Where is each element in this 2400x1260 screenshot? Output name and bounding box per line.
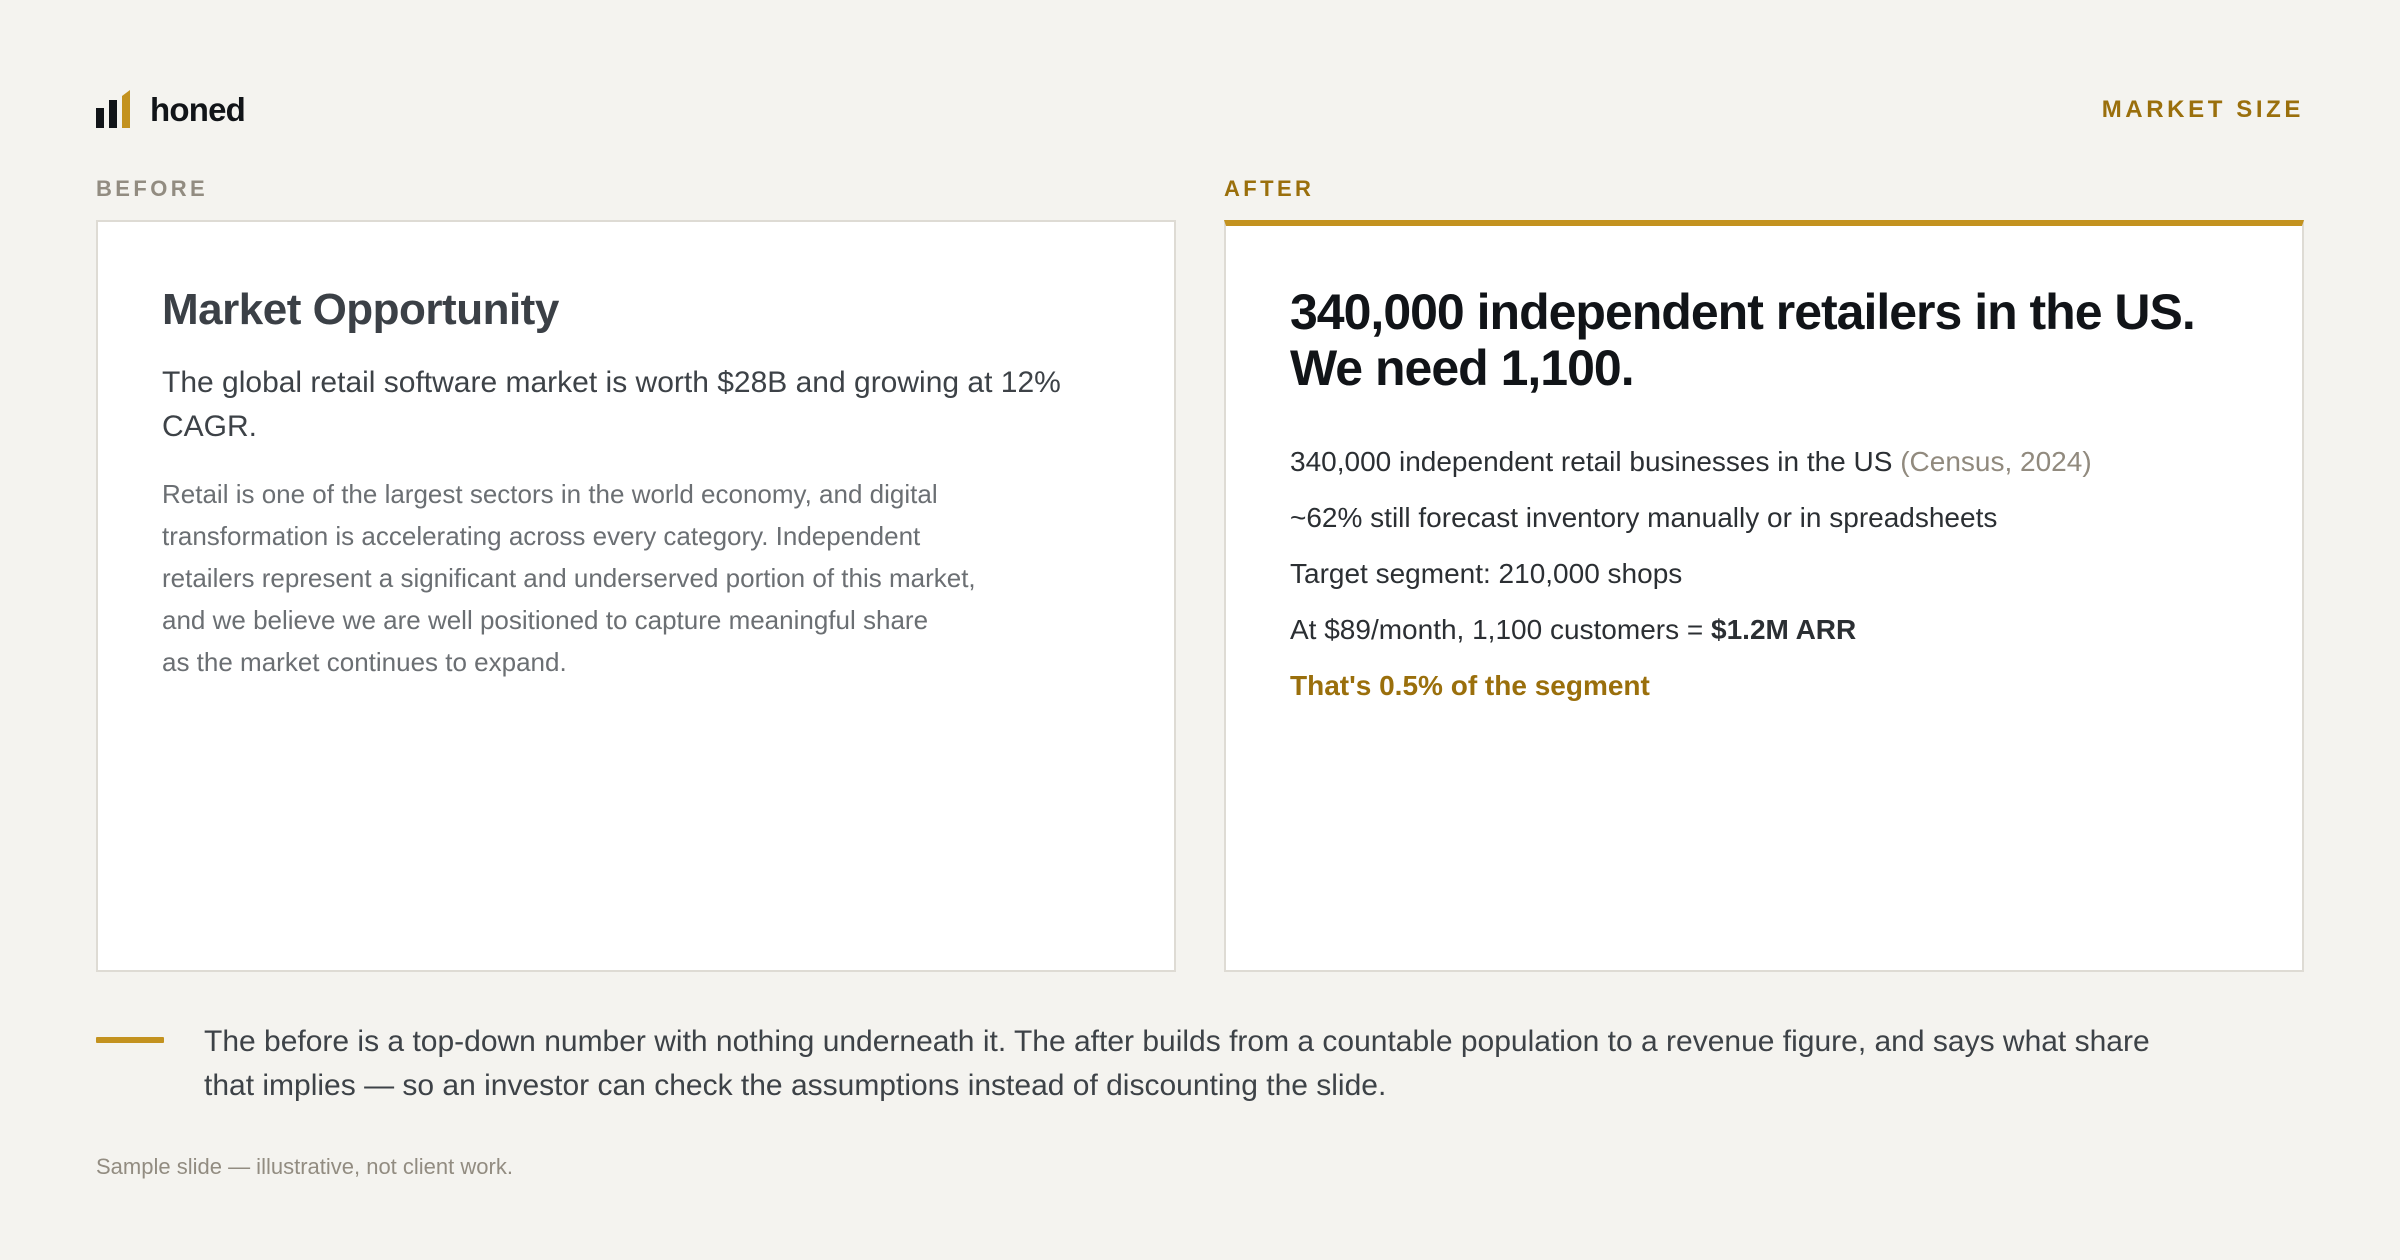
bar-chart-logo-icon [96, 90, 130, 130]
after-line-population [1290, 434, 2250, 490]
commentary-note [204, 1020, 2304, 1108]
header [96, 88, 2304, 132]
note-line: The before is a top-down number with nothing underneath it. The after builds from a countable population to a revenue figure, and says what share [204, 1025, 2150, 1058]
section-label: MARKET SIZE [2101, 96, 2304, 123]
after-line-share: That's 0.5% of the segment [1290, 670, 1650, 701]
revenue-text: At $89/month, 1,100 customers = [1290, 614, 1712, 645]
revenue-arr: $1.2M ARR [1711, 614, 1857, 645]
after-title [1290, 284, 2250, 396]
before-body-line: as the market continues to expand. [162, 646, 567, 677]
after-line-segment: Target segment: 210,000 shops [1290, 558, 1683, 589]
after-line-manual: ~62% still forecast inventory manually or in spreadsheets [1290, 502, 1998, 533]
before-body [162, 473, 1122, 683]
population-source: (Census, 2024) [1900, 446, 2092, 477]
brand-name: honed [150, 91, 245, 128]
after-title-line: 340,000 independent retailers in the US. [1290, 284, 2195, 340]
before-label: BEFORE [96, 176, 209, 201]
after-line-revenue [1290, 602, 2250, 658]
brand [96, 90, 245, 130]
before-panel [96, 220, 1176, 972]
after-list [1290, 434, 2250, 714]
before-body-line: retailers represent a significant and underserved portion of this market, [162, 562, 976, 593]
after-label: AFTER [1224, 176, 1315, 201]
footer-disclaimer: Sample slide — illustrative, not client work. [96, 1154, 513, 1179]
note-line: that implies — so an investor can check the assumptions instead of discounting the slide. [204, 1069, 1387, 1102]
after-title-line: We need 1,100. [1290, 340, 1634, 396]
population-text: 340,000 independent retail businesses in the US [1290, 446, 1893, 477]
before-body-line: and we believe we are well positioned to capture meaningful share [162, 604, 929, 635]
note-accent-rule [96, 1037, 164, 1043]
before-body-line: Retail is one of the largest sectors in the world economy, and digital [162, 478, 938, 509]
before-title: Market Opportunity [162, 285, 559, 334]
before-lead: The global retail software market is worth $28B and growing at 12% CAGR. [162, 365, 1061, 443]
after-panel [1224, 220, 2304, 972]
before-body-line: transformation is accelerating across every category. Independent [162, 520, 921, 551]
